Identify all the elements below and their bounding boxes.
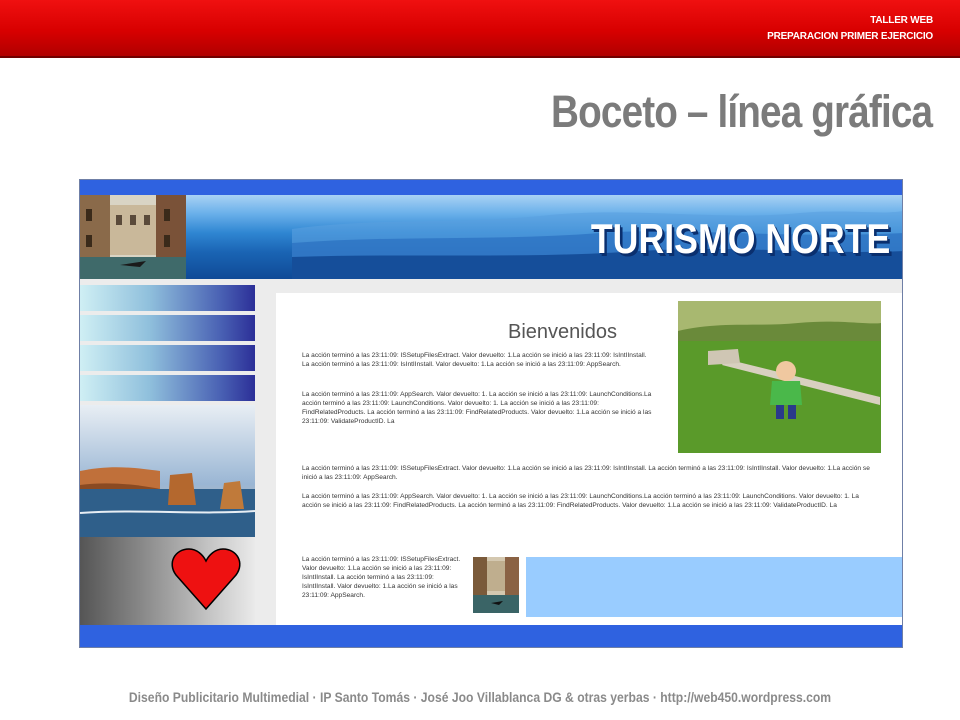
welcome-heading: Bienvenidos	[508, 321, 617, 343]
header-subtitle: PREPARACION PRIMER EJERCICIO	[767, 31, 933, 42]
header-bar	[0, 0, 960, 58]
nav-button-2[interactable]	[80, 315, 255, 341]
canal-thumbnail-photo	[473, 557, 519, 613]
mockup-bottom-strip	[80, 625, 903, 648]
mockup-banner	[80, 195, 903, 279]
body-paragraph-5: La acción terminó a las 23:11:09: ISSetupFilesExtract. Valor devuelto: 1.La acción se inició a las 23:11:09: IsIntIInstall. La acción terminó a las 23:11:09: IsIntIInstall. Valor devuelto: 1.La acción se inició a las 23:11:09: AppSearch.	[302, 556, 461, 599]
nav-button-3[interactable]	[80, 345, 255, 371]
content-blue-box	[526, 557, 903, 617]
sidebar-footer	[80, 537, 255, 625]
slide-title: Boceto – línea gráfica	[550, 86, 932, 137]
body-paragraph-1: La acción terminó a las 23:11:09: ISSetupFilesExtract. Valor devuelto: 1.La acción se inició a las 23:11:09: IsIntIInstall. La acción terminó a las 23:11:09: IsIntIInstall. Valor devuelto: 1.La acción se inició a las 23:11:09: AppSearch.	[302, 352, 647, 368]
nav-button-4[interactable]	[80, 375, 255, 401]
nav-button-1[interactable]	[80, 285, 255, 311]
content-panel	[276, 293, 903, 625]
mockup-top-strip	[80, 180, 903, 195]
body-paragraph-4: La acción terminó a las 23:11:09: AppSearch. Valor devuelto: 1. La acción se inició a las 23:11:09: LaunchConditions.La acción terminó a las 23:11:09: LaunchConditions. Valor devuelto: 1. La acción se inició a las 23:11:09: FindRelatedProducts. La acción terminó a las 23:11:09: FindRelatedProducts. Valor devuelto: 1.La acción se inició a las 23:11:09: ValidateProductID. La	[302, 493, 859, 509]
banner-title: TURISMO NORTE	[590, 215, 890, 262]
header-course-title: TALLER WEB	[870, 15, 933, 26]
website-mockup	[79, 179, 903, 648]
child-in-field-photo	[678, 301, 881, 453]
heart-icon	[171, 547, 241, 611]
body-paragraph-2: La acción terminó a las 23:11:09: AppSearch. Valor devuelto: 1. La acción se inició a las 23:11:09: LaunchConditions.La acción terminó a las 23:11:09: LaunchConditions. Valor devuelto: 1. La acción se inició a las 23:11:09: FindRelatedProducts. La acción terminó a las 23:11:09: FindRelatedProducts. Valor devuelto: 1.La acción se inició a las 23:11:09: ValidateProductID. La	[302, 391, 652, 425]
footer-credits: Diseño Publicitario Multimedial · IP Santo Tomás · José Joo Villablanca DG & otras yerbas · http://web450.wordpress.com	[128, 690, 832, 705]
body-paragraph-3: La acción terminó a las 23:11:09: ISSetupFilesExtract. Valor devuelto: 1.La acción se inició a las 23:11:09: IsIntIInstall. La acción terminó a las 23:11:09: IsIntIInstall. Valor devuelto: 1.La acción se inició a las 23:11:09: AppSearch.	[302, 465, 870, 481]
coast-rocks-photo	[80, 405, 255, 537]
mockup-sidebar	[80, 279, 255, 625]
venice-canal-photo	[80, 195, 186, 279]
